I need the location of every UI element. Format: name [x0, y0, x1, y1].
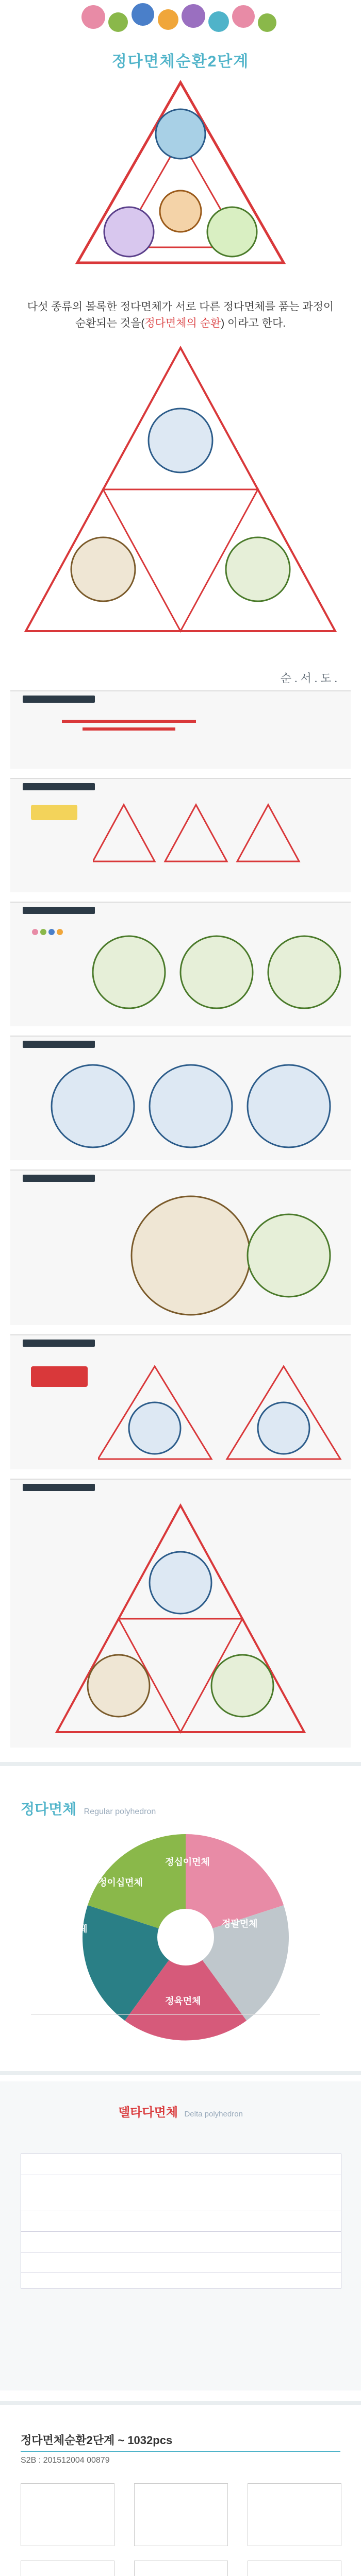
step-tag — [23, 1041, 95, 1048]
step-tag — [23, 696, 95, 703]
polyhedron-label-3: 정십이면체 — [165, 1857, 210, 1867]
info-note — [31, 2014, 320, 2046]
step-tag — [23, 1175, 95, 1182]
component-box-5 — [134, 2561, 228, 2576]
intro-line-1: 다섯 종류의 볼록한 정다면체가 서로 다른 정다면체를 품는 과정이 — [27, 301, 334, 313]
component-box-3 — [248, 2483, 341, 2546]
bubble — [182, 4, 205, 28]
step-section-5 — [10, 1170, 351, 1325]
tetrahedron-models-row — [93, 800, 340, 882]
deltahedron-table — [21, 2154, 341, 2289]
step-tag — [23, 1340, 95, 1347]
polyhedron-title-en: Regular polyhedron — [84, 1807, 156, 1816]
bubble — [108, 12, 128, 32]
polyhedron-label-2: 정이십면체 — [98, 1877, 143, 1888]
bubble — [158, 9, 178, 30]
intro-line-2-post: ) 이라고 한다. — [221, 317, 286, 329]
polyhedron-label-1: 정사면체 — [52, 1924, 88, 1934]
divider — [0, 1762, 361, 1766]
bubble — [208, 11, 229, 32]
bubble — [132, 3, 154, 26]
page-title: 정다면체순환2단계 — [111, 53, 250, 70]
deltahedron-title — [0, 2102, 361, 2120]
step-section-1 — [10, 690, 351, 769]
component-box-1 — [21, 2483, 114, 2546]
deltahedron-section — [0, 2081, 361, 2391]
deltahedron-title-en: Delta polyhedron — [184, 2110, 243, 2119]
large-polyhedron-model — [41, 1191, 340, 1320]
ball-swatches — [31, 928, 64, 938]
step-section-3 — [10, 902, 351, 1026]
component-box-4 — [21, 2561, 114, 2576]
polyhedron-label-5: 정육면체 — [165, 1996, 201, 2006]
red-sticks — [31, 1366, 88, 1387]
product-title: 정다면체순환2단계 ~ 1032pcs — [21, 2432, 340, 2452]
bubble — [258, 13, 276, 32]
product-section — [0, 2411, 361, 2576]
intro-text — [0, 299, 361, 332]
polyhedron-label-4: 정팔면체 — [222, 1919, 258, 1929]
step-section-6 — [10, 1334, 351, 1469]
step-tag — [23, 907, 95, 914]
divider — [0, 2401, 361, 2405]
polyhedron-title — [21, 1798, 156, 1819]
section-label: 순.서.도. — [280, 672, 340, 685]
bubble — [232, 5, 255, 28]
step-section-7 — [10, 1479, 351, 1748]
step-tag — [23, 783, 95, 790]
component-box-2 — [134, 2483, 228, 2546]
polyhedron-section — [0, 1772, 361, 2061]
deltahedron-title-kr: 델타다면체 — [118, 2106, 178, 2120]
stick-row — [62, 712, 196, 733]
top-decor-bubbles — [0, 0, 361, 46]
step-section-4 — [10, 1036, 351, 1160]
deltahedron-notes — [31, 2303, 330, 2365]
bubble — [81, 5, 105, 29]
polyhedron-models-row — [88, 923, 346, 1021]
hero-tetrahedron-illustration — [72, 77, 289, 273]
intro-highlight: 정다면체의 순환 — [144, 317, 221, 329]
product-header — [21, 2432, 340, 2465]
yellow-sticks — [31, 805, 77, 820]
intro-line-2-pre: 순환되는 것을( — [75, 317, 145, 329]
icosahedron-models-row — [41, 1057, 340, 1155]
circulation-diagram — [21, 343, 340, 641]
intro-line-2 — [0, 315, 361, 332]
divider — [0, 2071, 361, 2075]
polyhedron-title-kr: 정다면체 — [21, 1801, 77, 1817]
step-section-2 — [10, 778, 351, 892]
final-assembly-diagram — [52, 1500, 309, 1737]
component-box-6 — [248, 2561, 341, 2576]
nested-tetrahedra-row — [98, 1361, 346, 1464]
product-code: S2B : 201512004 00879 — [21, 2456, 110, 2465]
step-tag — [23, 1484, 95, 1491]
